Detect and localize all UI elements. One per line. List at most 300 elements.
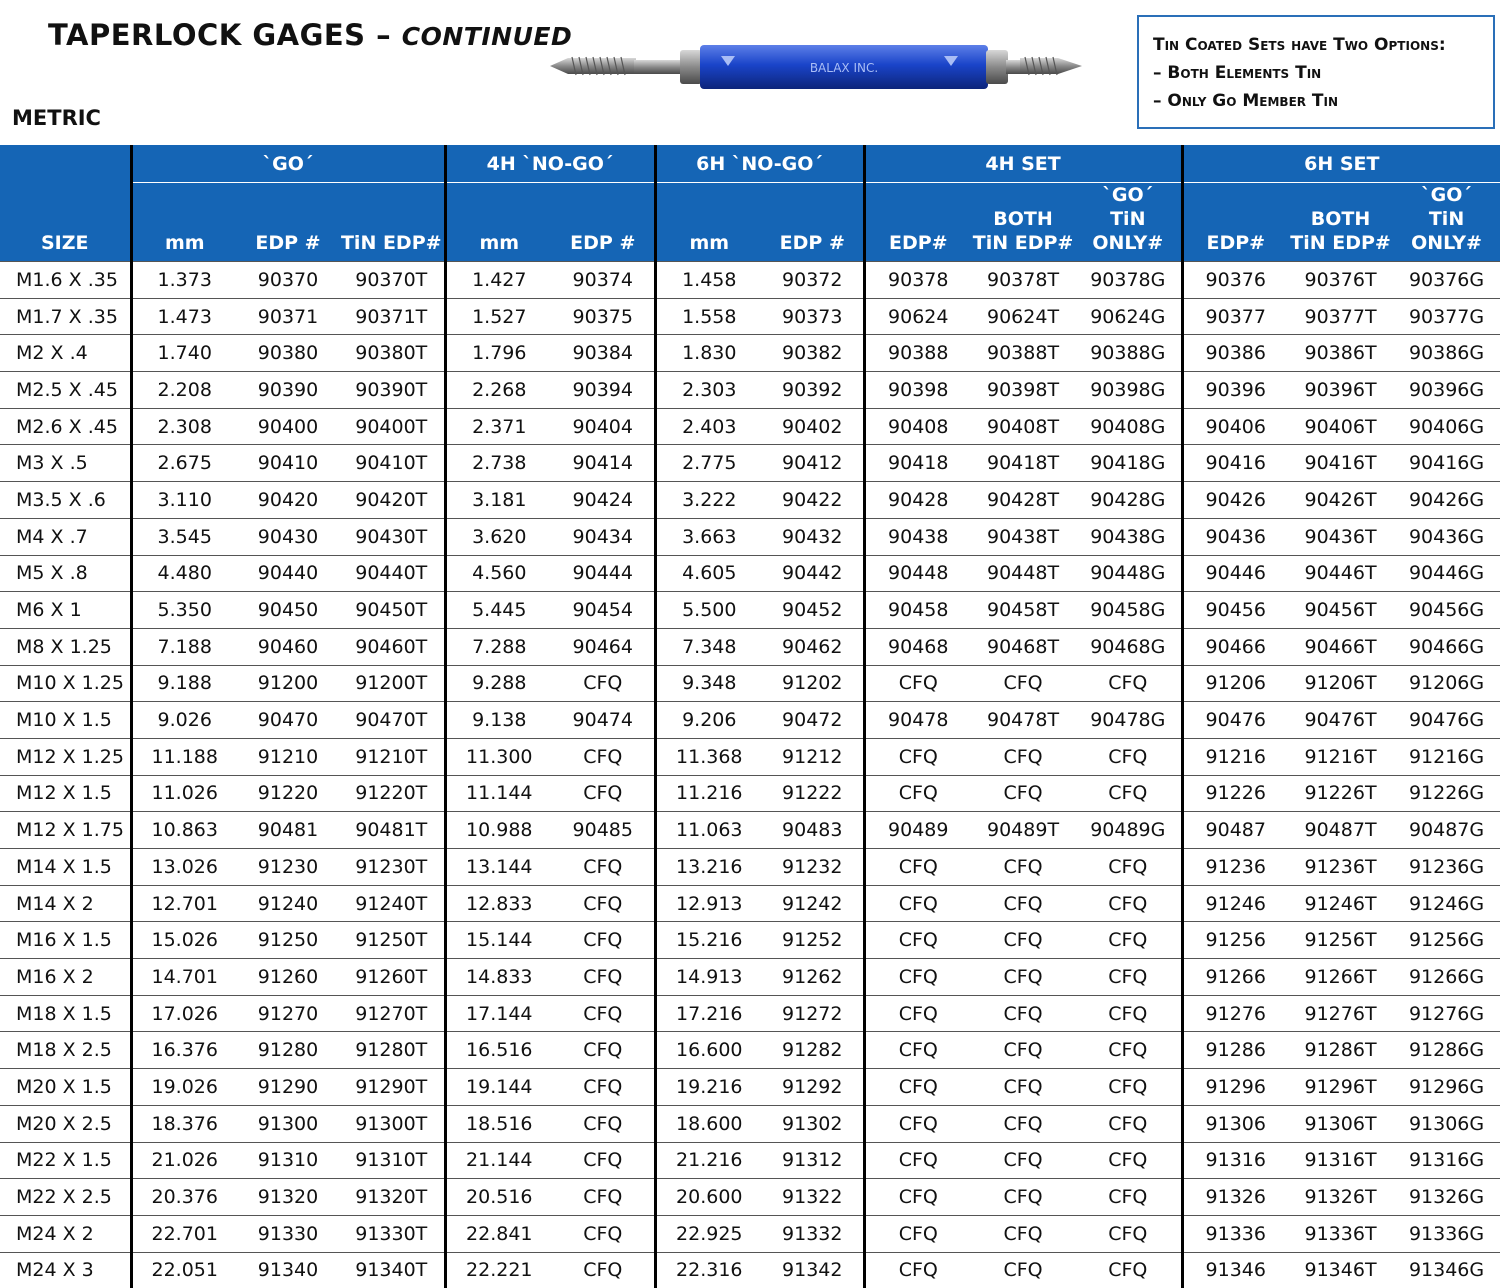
table-cell: 90398T [971,372,1075,409]
page-title-main: TAPERLOCK GAGES – [48,18,392,52]
table-cell: 90370T [339,262,445,299]
table-cell: 90436 [1182,518,1288,555]
table-cell: 15.026 [131,922,237,959]
table-cell: 18.516 [445,1105,552,1142]
table-cell: CFQ [552,849,655,886]
table-cell: 11.216 [655,775,762,812]
table-cell: 90438T [971,518,1075,555]
size-cell: M18 X 2.5 [0,1032,131,1069]
table-cell: 91322 [762,1179,864,1216]
group-4h-set: 4H SET [864,145,1182,183]
table-cell: 17.026 [131,995,237,1032]
size-cell: M24 X 3 [0,1252,131,1288]
table-row [0,298,1500,335]
table-cell: CFQ [552,738,655,775]
table-cell: CFQ [864,775,971,812]
table-cell: CFQ [971,1142,1075,1179]
table-cell: CFQ [1075,665,1182,702]
group-go: `GO´ [131,145,445,183]
table-cell: 12.913 [655,885,762,922]
table-cell: 91206T [1288,665,1393,702]
table-cell: 90373 [762,298,864,335]
table-cell: 22.841 [445,1215,552,1252]
table-cell: CFQ [864,885,971,922]
table-cell: 1.558 [655,298,762,335]
table-cell: CFQ [1075,1179,1182,1216]
table-cell: 91210T [339,738,445,775]
table-cell: 90468 [864,628,971,665]
table-cell: 90481T [339,812,445,849]
table-cell: CFQ [552,1252,655,1288]
table-cell: 90456 [1182,592,1288,629]
table-cell: 90396G [1393,372,1500,409]
table-cell: 2.268 [445,372,552,409]
table-cell: 91306T [1288,1105,1393,1142]
table-row [0,922,1500,959]
table-cell: 91330T [339,1215,445,1252]
table-cell: 22.701 [131,1215,237,1252]
table-row [0,335,1500,372]
size-cell: M10 X 1.5 [0,702,131,739]
table-cell: 90386G [1393,335,1500,372]
table-cell: 90400T [339,408,445,445]
table-cell: 90446T [1288,555,1393,592]
table-cell: CFQ [971,995,1075,1032]
section-title: METRIC [12,106,101,130]
table-cell: 14.913 [655,959,762,996]
table-cell: 90458G [1075,592,1182,629]
table-cell: 91276 [1182,995,1288,1032]
table-cell: CFQ [1075,959,1182,996]
table-cell: CFQ [1075,1142,1182,1179]
table-cell: CFQ [552,775,655,812]
table-cell: 19.026 [131,1069,237,1106]
table-cell: 90406T [1288,408,1393,445]
table-cell: 90448T [971,555,1075,592]
table-cell: CFQ [864,1252,971,1288]
table-cell: 2.303 [655,372,762,409]
table-row [0,408,1500,445]
table-cell: 3.663 [655,518,762,555]
table-cell: 91220T [339,775,445,812]
table-cell: 1.373 [131,262,237,299]
note-line: – Both Elements Tin [1153,63,1322,83]
table-row [0,1252,1500,1288]
table-cell: 91250T [339,922,445,959]
table-cell: 91316G [1393,1142,1500,1179]
table-cell: 11.026 [131,775,237,812]
table-cell: 90460 [237,628,339,665]
table-cell: CFQ [552,1069,655,1106]
table-cell: 90371T [339,298,445,335]
table-cell: 90438G [1075,518,1182,555]
tin-only-label: TiN ONLY# [1411,208,1482,254]
table-cell: CFQ [864,1032,971,1069]
table-cell: 90468G [1075,628,1182,665]
col-4hset-edp: EDP# [864,183,971,262]
group-6h-set: 6H SET [1182,145,1500,183]
table-cell: 1.427 [445,262,552,299]
table-cell: 90386 [1182,335,1288,372]
table-cell: 1.458 [655,262,762,299]
table-cell: 3.110 [131,482,237,519]
table-cell: 91226G [1393,775,1500,812]
table-cell: 91200 [237,665,339,702]
table-cell: 90442 [762,555,864,592]
table-cell: CFQ [552,1179,655,1216]
table-cell: 91306G [1393,1105,1500,1142]
table-cell: 91232 [762,849,864,886]
col-go-mm: mm [131,183,237,262]
table-cell: 20.376 [131,1179,237,1216]
table-cell: 90426G [1393,482,1500,519]
table-cell: 9.206 [655,702,762,739]
table-cell: 91316T [1288,1142,1393,1179]
table-cell: 91270T [339,995,445,1032]
table-cell: 90400 [237,408,339,445]
table-cell: 91266G [1393,959,1500,996]
table-cell: CFQ [1075,922,1182,959]
table-cell: 2.403 [655,408,762,445]
table-cell: 91202 [762,665,864,702]
table-cell: 90474 [552,702,655,739]
col-6h-edp: EDP # [762,183,864,262]
table-cell: 90376G [1393,262,1500,299]
col-6hset-both [1288,183,1393,262]
table-cell: 5.445 [445,592,552,629]
table-row [0,592,1500,629]
table-cell: 90388G [1075,335,1182,372]
table-cell: 90396 [1182,372,1288,409]
table-cell: 90470T [339,702,445,739]
table-cell: 90438 [864,518,971,555]
tin-edp-label: TiN EDP# [972,232,1074,254]
table-cell: 4.480 [131,555,237,592]
table-cell: 91240 [237,885,339,922]
table-cell: 9.138 [445,702,552,739]
table-cell: 90624T [971,298,1075,335]
tin-options-note [1137,15,1495,129]
col-6h-mm: mm [655,183,762,262]
table-row [0,738,1500,775]
group-6h-nogo: 6H `NO-GO´ [655,145,864,183]
table-cell: 91336T [1288,1215,1393,1252]
table-group-header [0,145,1500,183]
table-cell: 91240T [339,885,445,922]
table-cell: 90428 [864,482,971,519]
table-cell: 90410 [237,445,339,482]
table-cell: 91266 [1182,959,1288,996]
table-cell: CFQ [1075,1215,1182,1252]
table-cell: 22.051 [131,1252,237,1288]
table-cell: 9.026 [131,702,237,739]
table-cell: 91320T [339,1179,445,1216]
table-cell: 91286G [1393,1032,1500,1069]
table-cell: 91306 [1182,1105,1288,1142]
table-cell: 90378G [1075,262,1182,299]
table-cell: CFQ [971,1252,1075,1288]
table-cell: 17.144 [445,995,552,1032]
table-cell: 91210 [237,738,339,775]
table-row [0,445,1500,482]
table-cell: 16.376 [131,1032,237,1069]
table-cell: 2.371 [445,408,552,445]
table-cell: 5.500 [655,592,762,629]
table-cell: CFQ [552,665,655,702]
table-cell: 91236T [1288,849,1393,886]
table-cell: 91216 [1182,738,1288,775]
table-cell: 20.516 [445,1179,552,1216]
table-cell: 91326T [1288,1179,1393,1216]
table-cell: 90418G [1075,445,1182,482]
table-cell: 90377 [1182,298,1288,335]
table-cell: CFQ [864,849,971,886]
table-cell: CFQ [971,665,1075,702]
table-cell: 91276T [1288,995,1393,1032]
table-row [0,482,1500,519]
table-cell: 3.181 [445,482,552,519]
table-cell: 2.738 [445,445,552,482]
table-cell: 2.208 [131,372,237,409]
table-cell: CFQ [864,959,971,996]
table-cell: 91262 [762,959,864,996]
table-cell: 90456T [1288,592,1393,629]
col-go-edp: EDP # [237,183,339,262]
table-cell: CFQ [971,849,1075,886]
table-cell: 90440 [237,555,339,592]
size-cell: M10 X 1.25 [0,665,131,702]
table-row [0,518,1500,555]
table-cell: 91316 [1182,1142,1288,1179]
table-cell: CFQ [552,1105,655,1142]
table-cell: 90426 [1182,482,1288,519]
table-cell: CFQ [971,885,1075,922]
table-cell: 91310T [339,1142,445,1179]
table-cell: 90446G [1393,555,1500,592]
table-cell: 90386T [1288,335,1393,372]
page-title [48,18,572,52]
taperlock-gage-image [548,42,1084,92]
table-row [0,628,1500,665]
table-cell: 91276G [1393,995,1500,1032]
table-cell: 7.348 [655,628,762,665]
table-cell: 90416T [1288,445,1393,482]
table-cell: 90487 [1182,812,1288,849]
table-cell: 9.288 [445,665,552,702]
table-cell: 90478T [971,702,1075,739]
table-cell: 91246 [1182,885,1288,922]
table-cell: 90377T [1288,298,1393,335]
table-cell: 22.316 [655,1252,762,1288]
table-cell: 91290 [237,1069,339,1106]
table-cell: 90390T [339,372,445,409]
size-cell: M5 X .8 [0,555,131,592]
size-cell: M2.5 X .45 [0,372,131,409]
table-cell: 1.527 [445,298,552,335]
table-cell: 90468T [971,628,1075,665]
table-cell: 91246T [1288,885,1393,922]
table-cell: CFQ [1075,849,1182,886]
table-cell: 90436T [1288,518,1393,555]
table-cell: CFQ [1075,1105,1182,1142]
table-cell: CFQ [971,922,1075,959]
table-cell: 91346 [1182,1252,1288,1288]
table-cell: 4.605 [655,555,762,592]
table-cell: 91206G [1393,665,1500,702]
table-cell: 90489 [864,812,971,849]
table-cell: 90416 [1182,445,1288,482]
table-cell: 90466G [1393,628,1500,665]
table-cell: 90430T [339,518,445,555]
table-cell: 91326 [1182,1179,1288,1216]
table-cell: 11.368 [655,738,762,775]
table-cell: 90377G [1393,298,1500,335]
table-cell: 18.600 [655,1105,762,1142]
size-cell: M16 X 2 [0,959,131,996]
both-label: BOTH [993,208,1053,230]
table-cell: 90448 [864,555,971,592]
table-cell: 91280T [339,1032,445,1069]
table-cell: 21.144 [445,1142,552,1179]
table-cell: 90376 [1182,262,1288,299]
col-4hset-go-only [1075,183,1182,262]
table-cell: 14.701 [131,959,237,996]
table-cell: 90376T [1288,262,1393,299]
table-cell: 90466 [1182,628,1288,665]
size-cell: M8 X 1.25 [0,628,131,665]
table-cell: 91242 [762,885,864,922]
table-cell: 2.775 [655,445,762,482]
table-cell: 22.221 [445,1252,552,1288]
table-cell: CFQ [1075,775,1182,812]
table-cell: 90481 [237,812,339,849]
table-cell: 91230T [339,849,445,886]
table-cell: CFQ [971,1069,1075,1106]
table-cell: 91292 [762,1069,864,1106]
table-cell: 91280 [237,1032,339,1069]
table-cell: 90458T [971,592,1075,629]
table-cell: 90470 [237,702,339,739]
table-cell: 17.216 [655,995,762,1032]
table-cell: 90370 [237,262,339,299]
table-cell: 90462 [762,628,864,665]
table-cell: 3.222 [655,482,762,519]
table-cell: 10.988 [445,812,552,849]
table-cell: 90418 [864,445,971,482]
table-cell: 20.600 [655,1179,762,1216]
table-cell: 9.348 [655,665,762,702]
table-cell: 90408G [1075,408,1182,445]
table-cell: 91326G [1393,1179,1500,1216]
table-cell: 90489T [971,812,1075,849]
table-cell: 90398G [1075,372,1182,409]
table-cell: 90412 [762,445,864,482]
table-cell: 91206 [1182,665,1288,702]
table-cell: 90483 [762,812,864,849]
table-cell: CFQ [971,1215,1075,1252]
size-cell: M22 X 2.5 [0,1179,131,1216]
table-cell: 90428G [1075,482,1182,519]
table-cell: 90444 [552,555,655,592]
table-cell: 90380 [237,335,339,372]
size-cell: M14 X 2 [0,885,131,922]
table-cell: 90476T [1288,702,1393,739]
table-cell: CFQ [971,1032,1075,1069]
size-cell: M18 X 1.5 [0,995,131,1032]
table-cell: 91346T [1288,1252,1393,1288]
size-cell: M1.6 X .35 [0,262,131,299]
table-cell: 10.863 [131,812,237,849]
table-cell: CFQ [864,1105,971,1142]
table-cell: CFQ [1075,1069,1182,1106]
table-cell: CFQ [864,1142,971,1179]
size-cell: M6 X 1 [0,592,131,629]
table-cell: 90485 [552,812,655,849]
col-go-tin-edp: TiN EDP# [339,183,445,262]
size-cell: M20 X 1.5 [0,1069,131,1106]
size-cell: M12 X 1.25 [0,738,131,775]
table-cell: 90406 [1182,408,1288,445]
table-cell: 90382 [762,335,864,372]
size-cell: M14 X 1.5 [0,849,131,886]
table-cell: 90410T [339,445,445,482]
table-cell: 90392 [762,372,864,409]
table-cell: 90624 [864,298,971,335]
table-cell: 91340T [339,1252,445,1288]
table-cell: 90436G [1393,518,1500,555]
table-cell: 90394 [552,372,655,409]
table-cell: 18.376 [131,1105,237,1142]
table-cell: 91312 [762,1142,864,1179]
table-cell: 1.473 [131,298,237,335]
table-cell: CFQ [971,738,1075,775]
tin-edp-label: TiN EDP# [1290,232,1391,254]
table-cell: 1.796 [445,335,552,372]
table-cell: 90460T [339,628,445,665]
table-cell: 91286 [1182,1032,1288,1069]
table-cell: 22.925 [655,1215,762,1252]
table-cell: CFQ [552,1215,655,1252]
table-cell: 90398 [864,372,971,409]
table-cell: 91246G [1393,885,1500,922]
table-cell: 90404 [552,408,655,445]
table-cell: 90408T [971,408,1075,445]
size-cell: M22 X 1.5 [0,1142,131,1179]
table-cell: 2.308 [131,408,237,445]
table-cell: 90478 [864,702,971,739]
table-cell: 91260T [339,959,445,996]
table-row [0,702,1500,739]
size-cell: M12 X 1.5 [0,775,131,812]
table-row [0,1105,1500,1142]
size-cell: M1.7 X .35 [0,298,131,335]
table-cell: 7.188 [131,628,237,665]
table-cell: 12.701 [131,885,237,922]
table-column-header [0,183,1500,262]
table-cell: CFQ [864,1069,971,1106]
table-cell: 91296T [1288,1069,1393,1106]
table-cell: 91226T [1288,775,1393,812]
table-row [0,262,1500,299]
table-row [0,1215,1500,1252]
table-cell: CFQ [864,995,971,1032]
table-row [0,959,1500,996]
table-cell: 90384 [552,335,655,372]
table-cell: 91346G [1393,1252,1500,1288]
table-row [0,885,1500,922]
table-cell: 90388 [864,335,971,372]
table-cell: 91260 [237,959,339,996]
